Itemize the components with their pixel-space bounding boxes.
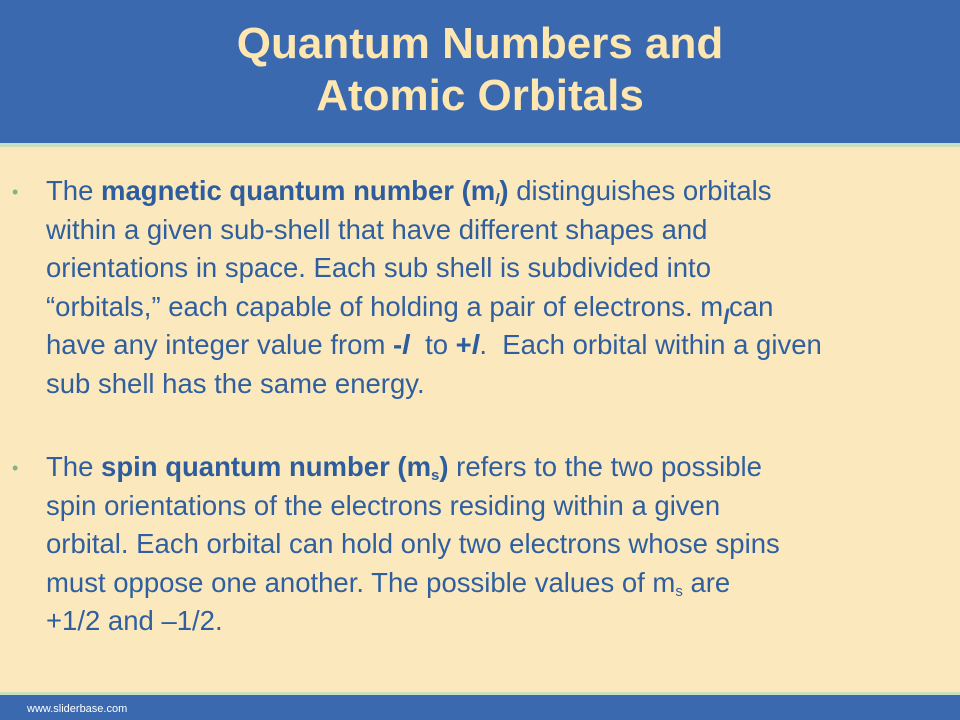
- text-line: spin orientations of the electrons residing within a given: [46, 489, 721, 521]
- term-text: magnetic quantum number (m: [101, 175, 496, 206]
- footer-bar: [0, 692, 960, 720]
- text-line: [46, 172, 956, 211]
- subscript: l: [723, 305, 730, 329]
- term-close: ): [499, 175, 509, 206]
- text-run: have any integer value from: [46, 329, 393, 360]
- bullet-dot-icon: •: [12, 458, 19, 478]
- term-bold: [101, 175, 509, 206]
- text-line: +1/2 and –1/2.: [46, 605, 223, 636]
- text-line: [46, 288, 956, 327]
- bullet-text: [46, 448, 956, 641]
- text-run: “orbitals,” each capable of holding a pair of electrons. m: [46, 290, 724, 322]
- text-line: [46, 326, 956, 365]
- text-run: The: [46, 451, 102, 482]
- text-run: can: [729, 290, 774, 322]
- slide-title: [0, 18, 960, 122]
- text-run: . Each orbital within a given: [479, 329, 822, 360]
- term-bold: [101, 451, 449, 482]
- plus-sign: +: [455, 329, 472, 360]
- bullet-dot-icon: •: [12, 182, 19, 202]
- bullet-text: [46, 172, 956, 403]
- text-line: sub shell has the same energy.: [46, 367, 425, 399]
- text-run: The: [46, 175, 102, 206]
- text-run: must oppose one another. The possible values of m: [46, 566, 676, 598]
- slide-body: [0, 172, 960, 692]
- text-line: orbital. Each orbital can hold only two electrons whose spins: [46, 528, 780, 559]
- term-text: spin quantum number (m: [101, 451, 432, 482]
- title-line-2: Atomic Orbitals: [316, 71, 644, 120]
- minus-sign: -: [393, 329, 403, 360]
- var-l: l: [402, 329, 410, 360]
- text-run: to: [409, 329, 456, 360]
- var-l: l: [471, 329, 480, 360]
- title-divider: [0, 143, 960, 147]
- text-line: [46, 448, 956, 487]
- text-run: are: [682, 566, 731, 598]
- title-line-1: Quantum Numbers and: [236, 19, 724, 68]
- term-close: ): [439, 451, 449, 482]
- text-line: orientations in space. Each sub shell is subdivided into: [46, 252, 711, 283]
- text-line: [46, 564, 956, 603]
- text-line: within a given sub-shell that have different shapes and: [46, 213, 708, 245]
- footer-site-link[interactable]: www.sliderbase.com: [27, 703, 128, 715]
- subscript: s: [675, 582, 683, 600]
- text-run: refers to the two possible: [448, 451, 762, 482]
- title-bar: [0, 0, 960, 143]
- subscript: l: [495, 191, 500, 208]
- text-run: distinguishes orbitals: [508, 175, 772, 206]
- subscript: s: [431, 467, 440, 484]
